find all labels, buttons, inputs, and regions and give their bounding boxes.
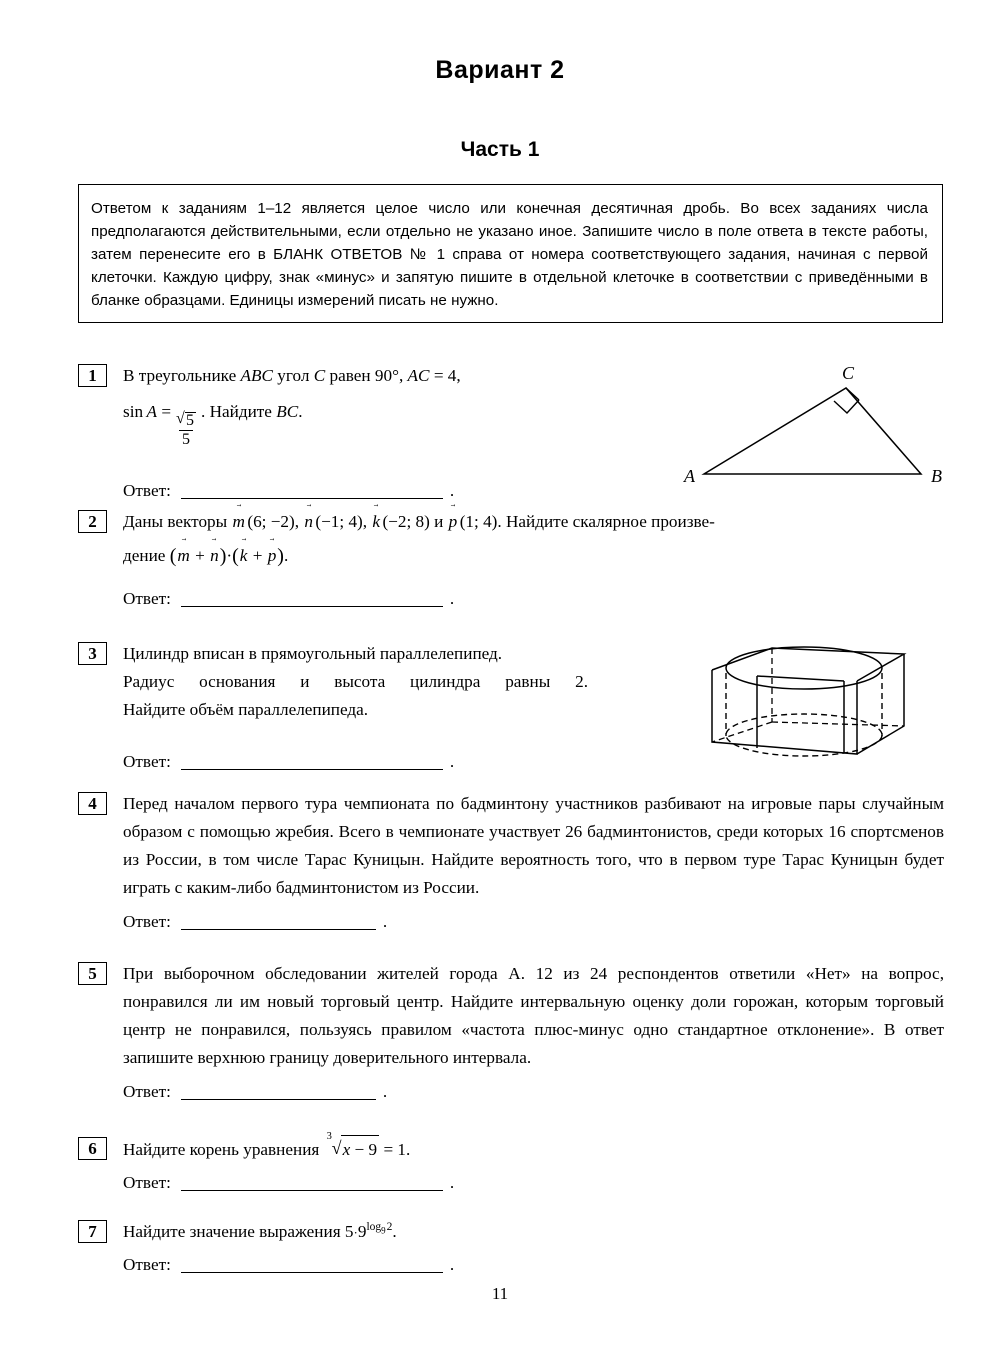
task-6 — [78, 1131, 944, 1193]
page-number: 11 — [491, 1284, 509, 1303]
t6-radicand-x: x — [342, 1140, 351, 1159]
task-7-text — [123, 1218, 944, 1246]
t2-plus-2: + — [252, 545, 263, 565]
t1-sin: sin — [123, 401, 144, 421]
answer-period: . — [449, 589, 455, 609]
t7-log-base: 9 — [381, 1225, 386, 1236]
t1-abc: ABC — [240, 366, 273, 385]
t6-root-index: √ 3 — [326, 1131, 332, 1142]
t7-period: . — [392, 1222, 397, 1241]
answer-period: . — [449, 481, 455, 501]
answer-period: . — [382, 1082, 388, 1102]
t1-angle-c: C — [313, 366, 326, 385]
t3-line-1: Цилиндр вписан в прямоугольный параллелепипед. — [123, 644, 503, 663]
task-5-answer — [123, 1082, 944, 1102]
task-7-number: 7 — [78, 1220, 107, 1243]
t3-line-3: Найдите объём параллелепипеда. — [123, 699, 369, 719]
box-cylinder-svg — [694, 636, 919, 766]
t2-coords-m: (6; −2), — [247, 512, 300, 531]
t2-vector-n: n → — [303, 508, 314, 536]
t2-vector-m: m → — [231, 508, 245, 536]
answer-label: Ответ: — [123, 1172, 171, 1192]
triangle-label-a: A — [684, 466, 695, 486]
task-6-number: 6 — [78, 1137, 107, 1160]
t1-equals: = — [161, 401, 172, 421]
t2-period: . — [283, 545, 289, 565]
t3-line-2: Радиус основания и высота цилиндра равны 2. — [123, 671, 588, 691]
answer-period: . — [449, 1254, 455, 1274]
t7-coefficient: 5 — [344, 1222, 354, 1241]
t2-vector-p: p → — [448, 508, 459, 536]
t2-l2-vector-m: m → — [176, 542, 190, 570]
triangle-svg — [676, 360, 956, 495]
t6-equals: = 1. — [379, 1140, 411, 1159]
answer-input-line[interactable] — [181, 1086, 376, 1100]
page-title: Вариант 2 — [435, 56, 565, 84]
task-5-text: При выборочном обследовании жителей города А. 12 из 24 респондентов ответили «Нет» на вопрос, понравился ли им новый торговый центр. Найдите интервальную оценку доли горожан, которым торговый центр не понравился, пользуясь правилом «частота плюс-минус одно стандартное отклонение». В ответ запишите верхнюю границу доверительного интервала. — [123, 964, 944, 1067]
t6-cube-root — [326, 1131, 380, 1164]
task-4-text: Перед началом первого тура чемпионата по бадминтону участников разбивают на игровые пары случайным образом с помощью жребия. Всего в чемпионате участвует 26 бадминтонистов, среди которых 16 спортсменов из России, в том числе Тарас Куницын. Найдите вероятность того, что в первом туре Тарас Куницын будет играть с каким-либо бадминтонистом из России. — [123, 794, 944, 897]
triangle-label-c: C — [842, 363, 855, 383]
answer-input-line[interactable] — [181, 916, 376, 930]
instruction-box — [78, 184, 943, 323]
t1-find: . Найдите — [201, 401, 277, 421]
t1-bc: BC — [276, 401, 299, 421]
answer-input-line[interactable] — [181, 1177, 443, 1191]
t1-sqrt-arg: 5 — [186, 412, 195, 430]
answer-label: Ответ: — [123, 589, 171, 609]
task-5-number: 5 — [78, 962, 107, 985]
t2-line2-word: дение — [123, 545, 166, 565]
t6-radicand-rest: − 9 — [350, 1140, 378, 1159]
task-2-answer — [123, 589, 944, 609]
t1-period: . — [298, 401, 303, 421]
t2-vector-k: k → — [371, 508, 381, 536]
t2-plus-1: + — [195, 545, 205, 565]
answer-label: Ответ: — [123, 1082, 171, 1102]
t7-log: log — [366, 1221, 382, 1234]
t1-fraction — [173, 412, 199, 448]
answer-period: . — [449, 751, 455, 771]
t7-exponent — [366, 1221, 393, 1236]
task-4-number: 4 — [78, 792, 107, 815]
answer-input-line[interactable] — [181, 485, 443, 499]
t2-seg-b: Найдите скалярное произве- — [501, 512, 715, 531]
answer-label: Ответ: — [123, 912, 171, 932]
t2-coords-k: (−2; 8) — [382, 512, 430, 531]
task-1-number: 1 — [78, 364, 107, 387]
task-5 — [78, 960, 944, 1102]
task-3-text — [123, 640, 663, 724]
t7-log-arg: 2 — [386, 1221, 393, 1234]
t1-ac: AC — [407, 366, 430, 385]
t2-coords-p: (1; 4). — [459, 512, 502, 531]
t7-base: 9 — [357, 1222, 367, 1241]
task-2-number: 2 — [78, 510, 107, 533]
t1-seg-c: угол — [273, 366, 314, 385]
t2-seg-a: Даны векторы — [123, 512, 232, 531]
t2-l2-vector-k: k → — [239, 542, 249, 570]
t2-l2-vector-n: n → — [209, 542, 220, 570]
answer-period: . — [382, 912, 388, 932]
triangle-figure — [676, 360, 956, 500]
task-7-answer — [123, 1255, 944, 1275]
task-6-text — [123, 1131, 944, 1164]
t1-denominator: 5 — [179, 430, 193, 448]
t1-seg-a: В треугольнике — [123, 366, 241, 385]
answer-input-line[interactable] — [181, 756, 443, 770]
answer-period: . — [449, 1172, 455, 1192]
box-cylinder-figure — [694, 636, 919, 771]
answer-label: Ответ: — [123, 751, 171, 771]
task-4 — [78, 790, 944, 932]
task-4-answer — [123, 912, 944, 932]
task-2-text: Даны векторы m → (6; −2), n → (−1; 4), k → (−2; 8) и p → (1; 4). Найдите скалярное произве- дение (m → + n →)·(k → + p →). — [123, 508, 944, 572]
t2-coords-n: (−1; 4), — [315, 512, 368, 531]
triangle-label-b: B — [931, 466, 942, 486]
t1-angle-a: A — [146, 401, 158, 421]
answer-label: Ответ: — [123, 1254, 171, 1274]
t1-seg-g: = 4, — [429, 366, 461, 385]
t2-l2-vector-p: p → — [267, 542, 278, 570]
task-1-text — [123, 362, 603, 448]
t2-dot-product-sign: · — [226, 545, 233, 565]
task-7 — [78, 1218, 944, 1275]
t7-multiply-sign: · — [353, 1225, 358, 1240]
task-6-answer — [123, 1173, 944, 1193]
task-3-number: 3 — [78, 642, 107, 665]
t1-seg-e: равен 90°, — [325, 366, 408, 385]
answer-input-line[interactable] — [181, 593, 443, 607]
answer-label: Ответ: — [123, 481, 171, 501]
t2-conj: и — [434, 512, 444, 531]
part-title: Часть 1 — [460, 138, 540, 161]
t6-prompt: Найдите корень уравнения — [123, 1140, 320, 1159]
task-2 — [78, 508, 944, 609]
instruction-text: Ответом к заданиям 1–12 является целое число или конечная десятичная дробь. Во всех заданиях числа предполагаются действительными, если отдельно не указано иное. Запишите число в поле ответа в тексте работы, затем перенесите его в БЛАНК ОТВЕТОВ № 1 справа от номера соответствующего задания, начиная с первой клеточки. Каждую цифру, знак «минус» и запятую пишите в отдельной клеточке в соответствии с приведёнными в бланке образцами. Единицы измерений писать не нужно. — [91, 200, 928, 310]
answer-input-line[interactable] — [181, 1259, 443, 1273]
t7-prompt: Найдите значение выражения — [123, 1222, 341, 1241]
